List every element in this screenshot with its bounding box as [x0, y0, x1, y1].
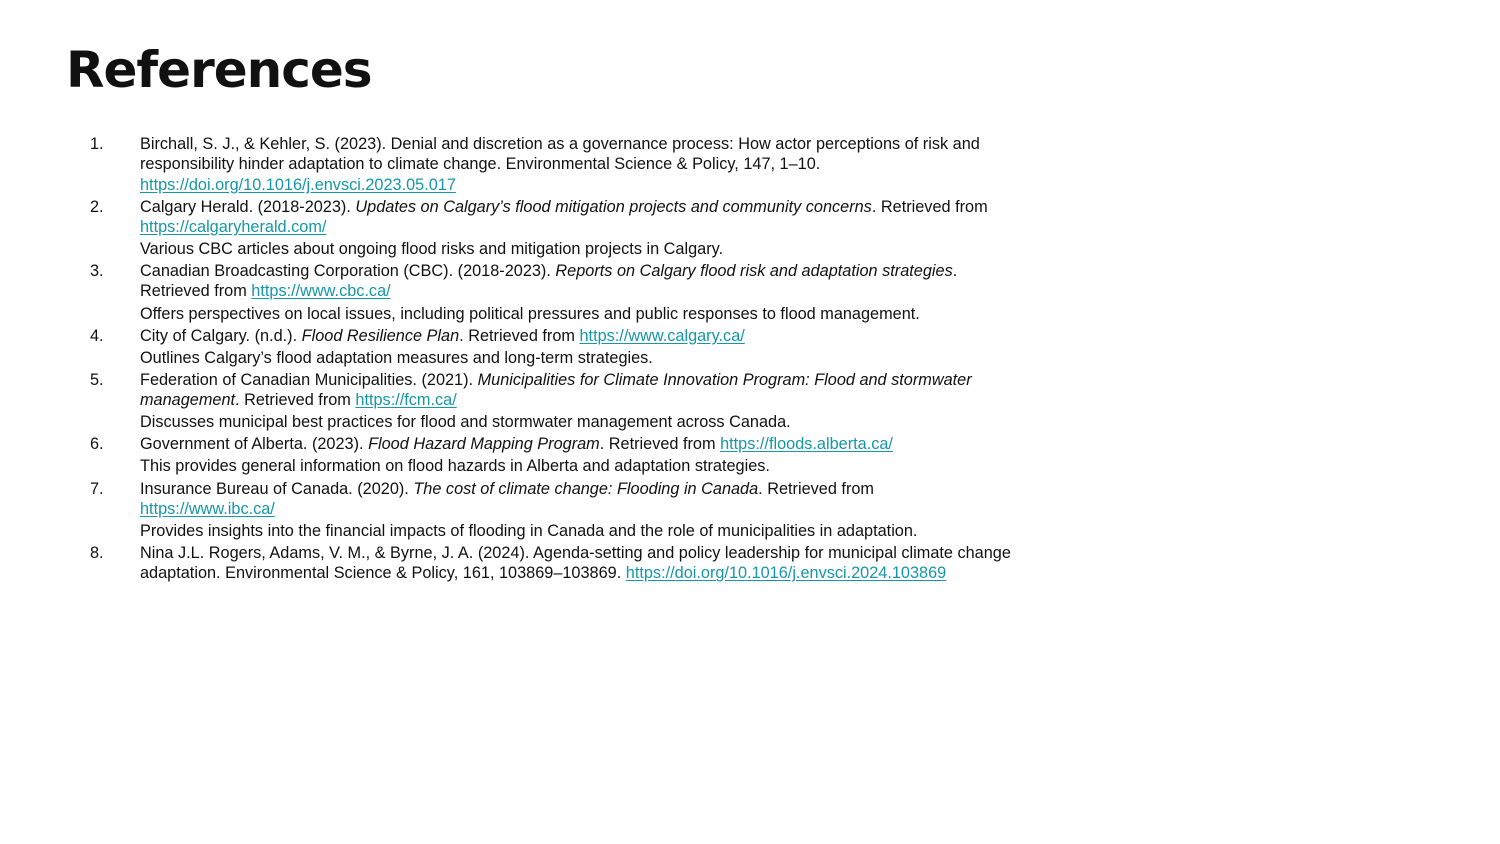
- reference-author: Federation of Canadian Municipalities. (2021).: [140, 370, 478, 389]
- reference-item-7: [90, 479, 1130, 542]
- reference-punctuation: .: [952, 262, 958, 281]
- reference-retrieved: . Retrieved from: [459, 326, 580, 345]
- reference-link[interactable]: https://www.calgary.ca/: [579, 326, 745, 345]
- reference-item-8: [90, 543, 1130, 584]
- reference-note: Various CBC articles about ongoing flood risks and mitigation projects in Calgary.: [140, 240, 724, 259]
- reference-link[interactable]: https://doi.org/10.1016/j.envsci.2023.05.017: [140, 175, 456, 194]
- reference-item-2: [90, 197, 1130, 260]
- reference-retrieved: . Retrieved from: [758, 479, 874, 498]
- reference-author: Government of Alberta. (2023).: [140, 435, 369, 454]
- reference-citation-line: Birchall, S. J., & Kehler, S. (2023). Denial and discretion as a governance process: How actor perceptions of risk and: [140, 135, 980, 153]
- reference-link[interactable]: https://calgaryherald.com/: [140, 217, 327, 236]
- reference-citation-line: adaptation. Environmental Science & Policy, 161, 103869–103869.: [140, 564, 626, 583]
- reference-item-5: [90, 370, 1130, 433]
- references-list: [90, 134, 1130, 585]
- reference-number: 6.: [90, 435, 104, 454]
- reference-number: 7.: [90, 479, 104, 498]
- reference-title: Updates on Calgary’s flood mitigation projects and community concerns: [355, 197, 872, 216]
- reference-author: Calgary Herald. (2018-2023).: [140, 197, 356, 216]
- reference-number: 5.: [90, 370, 104, 389]
- reference-item-1: [90, 134, 1130, 195]
- reference-number: 3.: [90, 262, 104, 281]
- reference-item-4: [90, 326, 1130, 368]
- reference-title: Flood Resilience Plan: [301, 326, 460, 345]
- reference-title: management: [140, 391, 236, 410]
- reference-note: Outlines Calgary’s flood adaptation measures and long-term strategies.: [140, 348, 653, 367]
- reference-link[interactable]: https://www.ibc.ca/: [140, 499, 275, 518]
- reference-link[interactable]: https://floods.alberta.ca/: [720, 435, 893, 454]
- reference-title: Municipalities for Climate Innovation Program: Flood and stormwater: [477, 370, 972, 389]
- reference-title: Reports on Calgary flood risk and adaptation strategies: [555, 262, 953, 281]
- reference-retrieved: . Retrieved from: [871, 197, 988, 216]
- reference-title: The cost of climate change: Flooding in Canada: [413, 479, 759, 498]
- reference-item-6: [90, 434, 1130, 476]
- reference-author: Canadian Broadcasting Corporation (CBC). (2018-2023).: [140, 262, 556, 281]
- reference-retrieved: . Retrieved from: [599, 435, 721, 454]
- reference-note: This provides general information on flood hazards in Alberta and adaptation strategies.: [140, 457, 770, 476]
- reference-note: Discusses municipal best practices for flood and stormwater management across Canada.: [140, 413, 791, 432]
- reference-note: Offers perspectives on local issues, including political pressures and public responses to flood management.: [140, 304, 920, 323]
- page-title: References: [66, 41, 372, 99]
- reference-retrieved: . Retrieved from: [235, 391, 356, 410]
- reference-author: Insurance Bureau of Canada. (2020).: [140, 479, 414, 498]
- reference-citation-line: Nina J.L. Rogers, Adams, V. M., & Byrne, J. A. (2024). Agenda-setting and policy leadership for municipal climate change: [140, 544, 1011, 562]
- reference-author: City of Calgary. (n.d.).: [140, 326, 302, 345]
- reference-number: 1.: [90, 135, 104, 153]
- reference-item-3: [90, 261, 1130, 324]
- reference-link[interactable]: https://doi.org/10.1016/j.envsci.2024.103869: [625, 564, 947, 583]
- reference-link[interactable]: https://www.cbc.ca/: [251, 282, 391, 301]
- reference-citation-line: responsibility hinder adaptation to climate change. Environmental Science & Policy, 147, 1–10.: [140, 155, 821, 174]
- reference-retrieved: Retrieved from: [140, 282, 252, 301]
- reference-number: 4.: [90, 326, 104, 345]
- reference-link[interactable]: https://fcm.ca/: [355, 391, 457, 410]
- reference-note: Provides insights into the financial impacts of flooding in Canada and the role of municipalities in adaptation.: [140, 521, 918, 540]
- reference-title: Flood Hazard Mapping Program: [368, 435, 600, 454]
- reference-number: 8.: [90, 544, 104, 562]
- reference-number: 2.: [90, 197, 104, 216]
